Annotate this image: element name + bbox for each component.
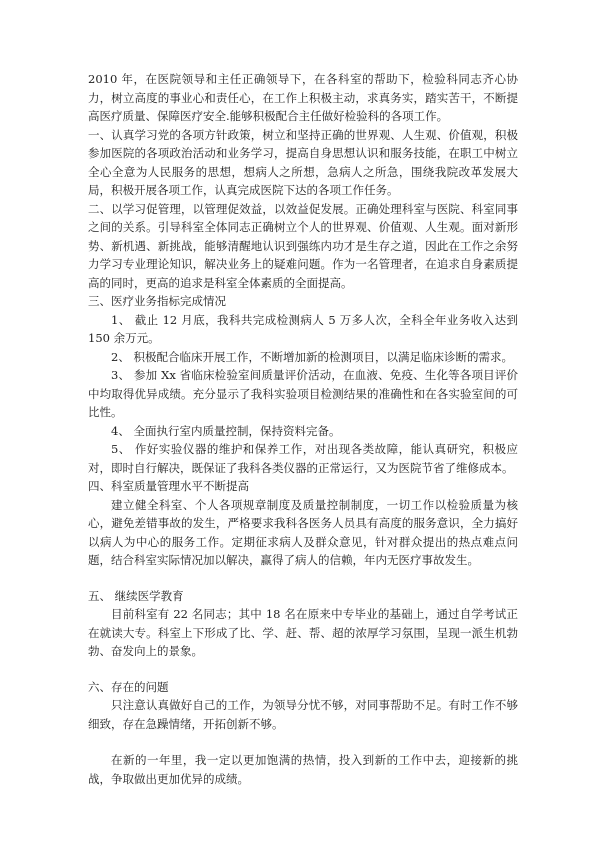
document-body	[88, 70, 518, 788]
intro-paragraph: 2010 年，在医院领导和主任正确领导下，在各科室的帮助下，检验科同志齐心协力，树立高度的事业心和责任心，在工作上积极主动，求真务实，踏实苦干，不断提高医疗质量、保障医疗安全.能够积极配合主任做好检验科的各项工作。	[88, 72, 518, 123]
closing-paragraph: 在新的一年里，我一定以更加饱满的热情，投入到新的工作中去，迎接新的挑战，争取做出更加优异的成绩。	[88, 753, 518, 786]
section-3-heading: 三、医疗业务指标完成情况	[88, 294, 226, 308]
section-2-paragraph: 二、以学习促管理，以管理促效益，以效益促发展。正确处理科室与医院、科室同事之间的关系。引导科室全体同志正确树立个人的世界观、价值观、人生观。面对新形势、新机遇、新挑战，能够清醒地认识到强练内功才是生存之道，因此在工作之余努力学习专业理论知识，解决业务上的疑难问题。作为一名管理者，在追求自身素质提高的同时，更高的追求是科室全体素质的全面提高。	[88, 201, 518, 290]
spacer	[88, 570, 518, 587]
section-5-heading: 五、 继续医学教育	[88, 588, 184, 603]
section-3-item-3: 3、 参加 Xx 省临床检验室间质量评价活动，在血液、免疫、生化等各项目评价中均取得优异成绩。充分显示了我科实验项目检测结果的准确性和在各实验室间的可比性。	[88, 368, 518, 419]
section-3-item-2: 2、 积极配合临床开展工作，不断增加新的检测项目，以满足临床诊断的需求。	[111, 349, 513, 364]
section-3-item-5: 5、 作好实验仪器的维护和保养工作，对出现各类故障，能认真研究，积极应对，即时自行解决，既保证了我科各类仪器的正常运行，又为医院节省了维修成本。	[88, 442, 518, 475]
section-4-paragraph: 建立健全科室、个人各项规章制度及质量控制制度，一切工作以检验质量为核心，避免差错事故的发生，严格要求我科各医务人员具有高度的服务意识，全力搞好以病人为中心的服务工作。定期征求病人及群众意见，针对群众提出的热点难点问题，结合科室实际情况加以解决，赢得了病人的信赖，年内无医疗事故发生。	[88, 497, 518, 567]
spacer	[88, 733, 518, 751]
section-4-heading: 四、科室质量管理水平不断提高	[88, 479, 249, 493]
section-6-heading: 六、存在的问题	[88, 679, 169, 694]
section-5-paragraph: 目前科室有 22 名同志；其中 18 名在原来中专毕业的基础上，通过自学考试正在就读大专。科室上下形成了比、学、赶、帮、超的浓厚学习氛围，呈现一派生机勃勃、奋发向上的景象。	[88, 607, 518, 658]
section-1-paragraph: 一、认真学习党的各项方针政策，树立和坚持正确的世界观、人生观、价值观，积极参加医院的各项政治活动和业务学习，提高自身思想认识和服务技能，在职工中树立全心全意为人民服务的思想，想病人之所想，急病人之所急，围绕我院改革发展大局，积极开展各项工作，认真完成医院下达的各项工作任务。	[88, 127, 518, 197]
section-3-item-4: 4、 全面执行室内质量控制，保持资料完备。	[111, 423, 341, 438]
spacer	[88, 661, 518, 678]
section-3-item-1: 1、 截止 12 月底，我科共完成检测病人 5 万多人次，全科全年业务收入达到 150 余万元。	[88, 312, 518, 345]
section-6-paragraph: 只注意认真做好自己的工作，为领导分忧不够，对同事帮助不足。有时工作不够细致，存在急躁情绪，开拓创新不够。	[88, 698, 518, 731]
